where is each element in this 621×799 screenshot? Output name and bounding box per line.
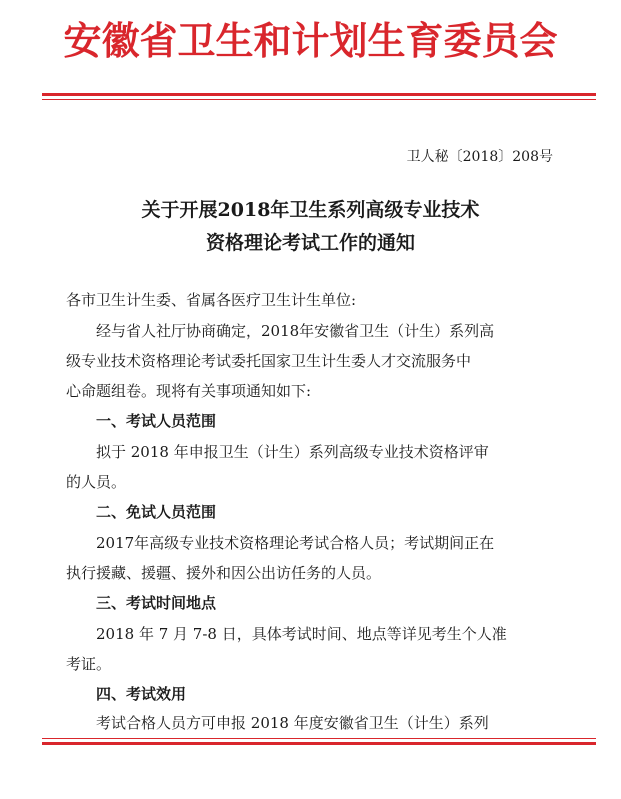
section-4-line-1: 考试合格人员方可申报 2018 年度安徽省卫生（计生）系列: [96, 714, 489, 732]
section-2-line-2: 执行援藏、援疆、援外和因公出访任务的人员。: [66, 564, 382, 582]
footer-red-rule-thick: [42, 742, 596, 745]
footer-red-rule-thin: [42, 738, 596, 739]
intro-line-3: 心命题组卷。现将有关事项通知如下:: [66, 382, 312, 400]
section-1-line-1: 拟于 2018 年申报卫生（计生）系列高级专业技术资格评审: [96, 443, 489, 461]
section-3-heading: 三、考试时间地点: [96, 594, 217, 612]
section-2-line-1: 2017年高级专业技术资格理论考试合格人员；考试期间正在: [96, 534, 495, 552]
agency-header-title: 安徽省卫生和计划生育委员会: [63, 18, 558, 63]
intro-line-2: 级专业技术资格理论考试委托国家卫生计生委人才交流服务中: [66, 352, 472, 370]
section-3-line-2: 考证。: [66, 655, 112, 673]
header-red-rule-thick: [42, 93, 596, 96]
section-3-line-1: 2018 年 7 月 7-8 日，具体考试时间、地点等详见考生个人准: [96, 625, 507, 643]
document-number: 卫人秘〔2018〕208号: [406, 149, 553, 165]
document-title-line-1: 关于开展2018年卫生系列高级专业技术: [141, 199, 480, 221]
section-1-line-2: 的人员。: [66, 473, 127, 491]
section-4-heading: 四、考试效用: [96, 685, 187, 703]
section-2-heading: 二、免试人员范围: [96, 503, 217, 521]
document-title-line-2: 资格理论考试工作的通知: [205, 232, 415, 254]
salutation: 各市卫生计生委、省属各医疗卫生计生单位:: [66, 291, 357, 309]
section-1-heading: 一、考试人员范围: [96, 412, 217, 430]
intro-line-1: 经与省人社厅协商确定，2018年安徽省卫生（计生）系列高: [96, 322, 495, 340]
header-red-rule-thin: [42, 99, 596, 100]
